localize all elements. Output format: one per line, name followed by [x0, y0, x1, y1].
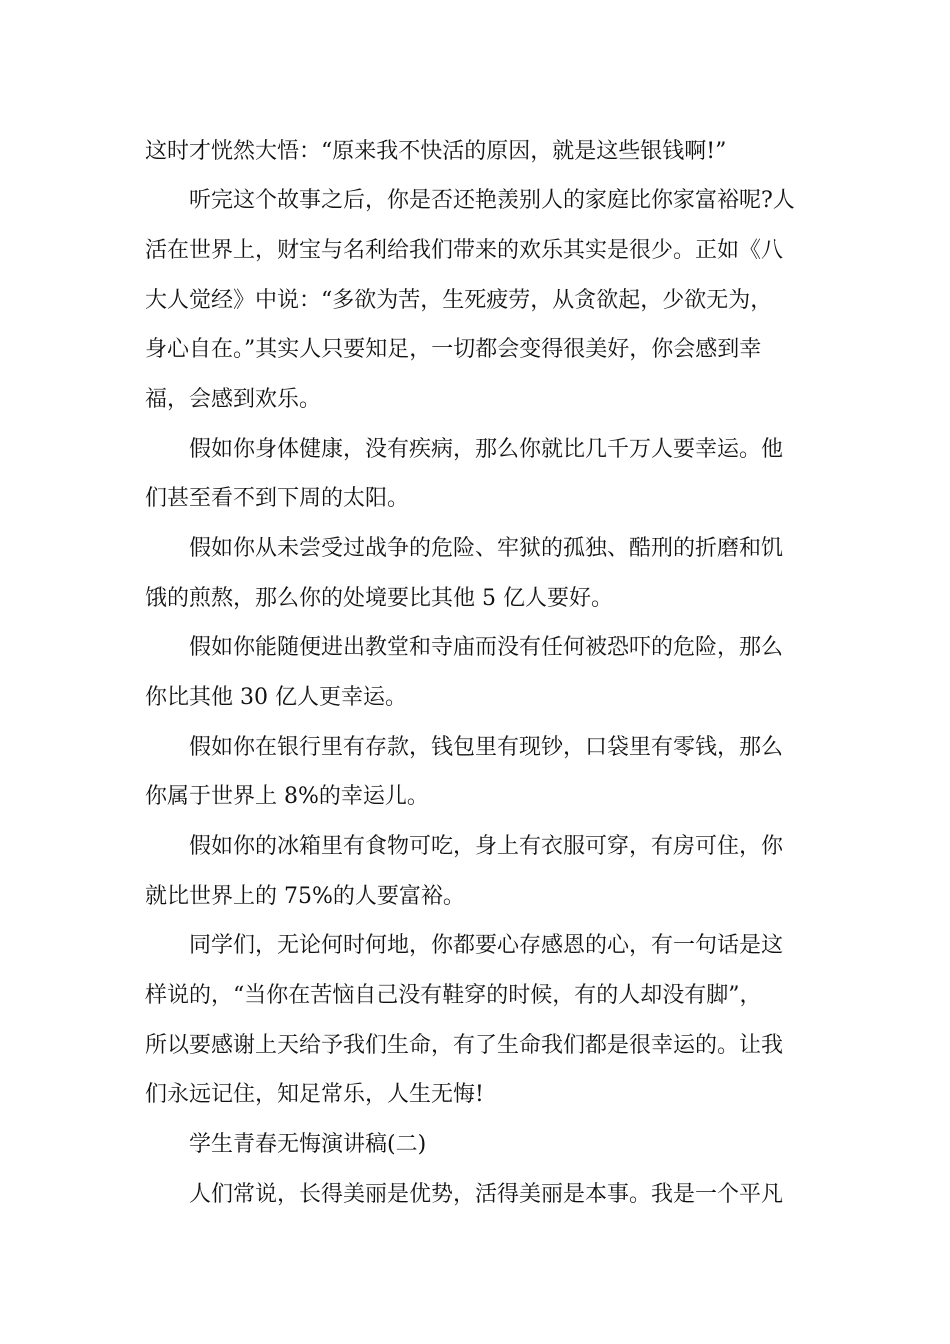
text-line: 假如你的冰箱里有食物可吃，身上有衣服可穿，有房可住，你 [189, 834, 784, 859]
text-line: 活在世界上，财宝与名利给我们带来的欢乐其实是很少。正如《八 [145, 238, 784, 263]
text-line: 你属于世界上 8%的幸运儿。 [145, 784, 429, 809]
text-line: 你比其他 30 亿人更幸运。 [145, 685, 407, 710]
text-line: 假如你身体健康，没有疾病，那么你就比几千万人要幸运。他 [189, 437, 784, 462]
text-line: 们永远记住，知足常乐，人生无悔! [145, 1082, 484, 1107]
text-line: 这时才恍然大悟：“原来我不快活的原因，就是这些银钱啊!” [145, 139, 727, 164]
text-line: 们甚至看不到下周的太阳。 [145, 486, 410, 511]
text-line: 饿的煎熬，那么你的处境要比其他 5 亿人要好。 [145, 586, 613, 611]
text-line: 样说的，“当你在苦恼自己没有鞋穿的时候，有的人却没有脚”， [145, 983, 762, 1008]
text-line: 就比世界上的 75%的人要富裕。 [145, 884, 465, 909]
section-heading: 学生青春无悔演讲稿(二) [189, 1132, 427, 1157]
text-line: 人们常说，长得美丽是优势，活得美丽是本事。我是一个平凡 [189, 1182, 784, 1207]
text-line: 所以要感谢上天给予我们生命，有了生命我们都是很幸运的。让我 [145, 1033, 784, 1058]
text-line: 假如你从未尝受过战争的危险、牢狱的孤独、酷刑的折磨和饥 [189, 536, 784, 561]
text-line: 同学们，无论何时何地，你都要心存感恩的心，有一句话是这 [189, 933, 784, 958]
text-line: 福，会感到欢乐。 [145, 387, 322, 412]
text-line: 听完这个故事之后，你是否还艳羡别人的家庭比你家富裕呢?人 [189, 188, 795, 213]
text-line: 假如你在银行里有存款，钱包里有现钞，口袋里有零钱，那么 [189, 735, 784, 760]
text-line: 身心自在。”其实人只要知足，一切都会变得很美好，你会感到幸 [145, 337, 762, 362]
text-line: 大人觉经》中说：“多欲为苦，生死疲劳，从贪欲起，少欲无为， [145, 288, 773, 313]
text-line: 假如你能随便进出教堂和寺庙而没有任何被恐吓的危险，那么 [189, 635, 784, 660]
